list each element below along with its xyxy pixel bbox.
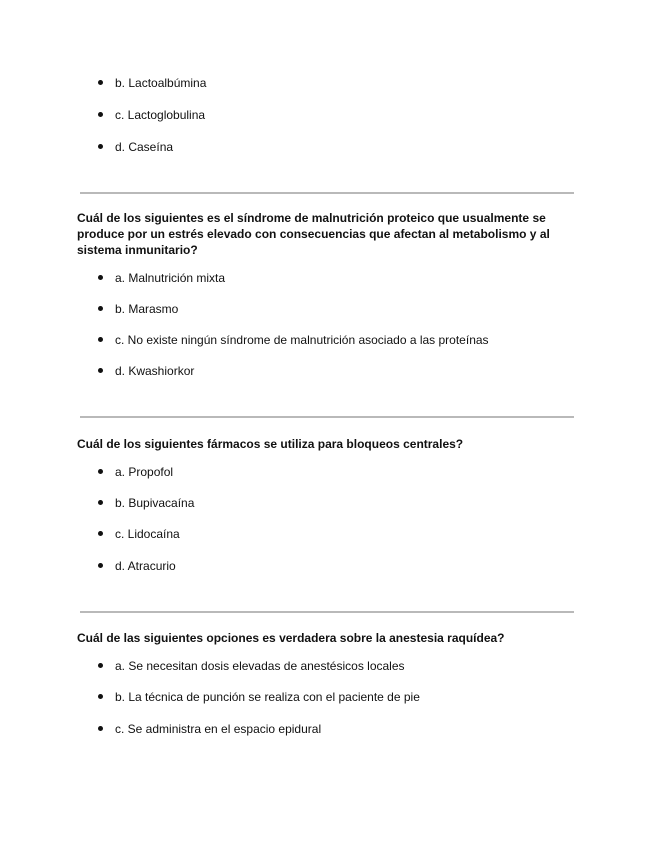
option-item: [98, 332, 489, 348]
option-item: [98, 139, 173, 155]
option-item: [98, 558, 176, 574]
option-item: [98, 75, 206, 91]
option-text: b. Bupivacaína: [115, 496, 195, 510]
bullet-icon: [98, 694, 103, 699]
section-divider: [80, 416, 574, 418]
option-text: d. Atracurio: [115, 559, 176, 573]
option-item: [98, 658, 405, 674]
section-divider: [80, 611, 574, 613]
bullet-icon: [98, 112, 103, 117]
bullet-icon: [98, 500, 103, 505]
option-text: b. Marasmo: [115, 302, 179, 316]
option-text: a. Malnutrición mixta: [115, 271, 226, 285]
option-text: d. Caseína: [115, 140, 174, 154]
bullet-icon: [98, 368, 103, 373]
bullet-icon: [98, 726, 103, 731]
option-item: [98, 464, 173, 480]
option-text: b. Lactoalbúmina: [115, 76, 207, 90]
question-text: Cuál de los siguientes fármacos se utiliza para bloqueos centrales?: [77, 437, 464, 451]
option-item: [98, 526, 180, 542]
option-item: [98, 270, 225, 286]
bullet-icon: [98, 531, 103, 536]
bullet-icon: [98, 469, 103, 474]
option-text: a. Se necesitan dosis elevadas de anestésicos locales: [115, 659, 405, 673]
option-item: [98, 107, 205, 123]
option-text: c. Se administra en el espacio epidural: [115, 722, 322, 736]
question-text: Cuál de las siguientes opciones es verdadera sobre la anestesia raquídea?: [77, 631, 505, 645]
bullet-icon: [98, 80, 103, 85]
option-item: [98, 301, 178, 317]
option-text: c. Lactoglobulina: [115, 108, 206, 122]
option-item: [98, 689, 420, 705]
bullet-icon: [98, 663, 103, 668]
bullet-icon: [98, 144, 103, 149]
option-text: d. Kwashiorkor: [115, 364, 195, 378]
option-text: b. La técnica de punción se realiza con el paciente de pie: [115, 690, 420, 704]
option-item: [98, 721, 321, 737]
option-item: [98, 495, 194, 511]
option-text: a. Propofol: [115, 465, 174, 479]
bullet-icon: [98, 275, 103, 280]
bullet-icon: [98, 563, 103, 568]
bullet-icon: [98, 337, 103, 342]
option-text: c. No existe ningún síndrome de malnutrición asociado a las proteínas: [115, 333, 489, 347]
section-divider: [80, 192, 574, 194]
bullet-icon: [98, 306, 103, 311]
option-text: c. Lidocaína: [115, 527, 180, 541]
option-item: [98, 363, 194, 379]
question-text: Cuál de los siguientes es el síndrome de malnutrición proteico que usualmente se produce por un estrés elevado con consecuencias que afectan al metabolismo y al sistema inmunitario?: [77, 211, 550, 257]
